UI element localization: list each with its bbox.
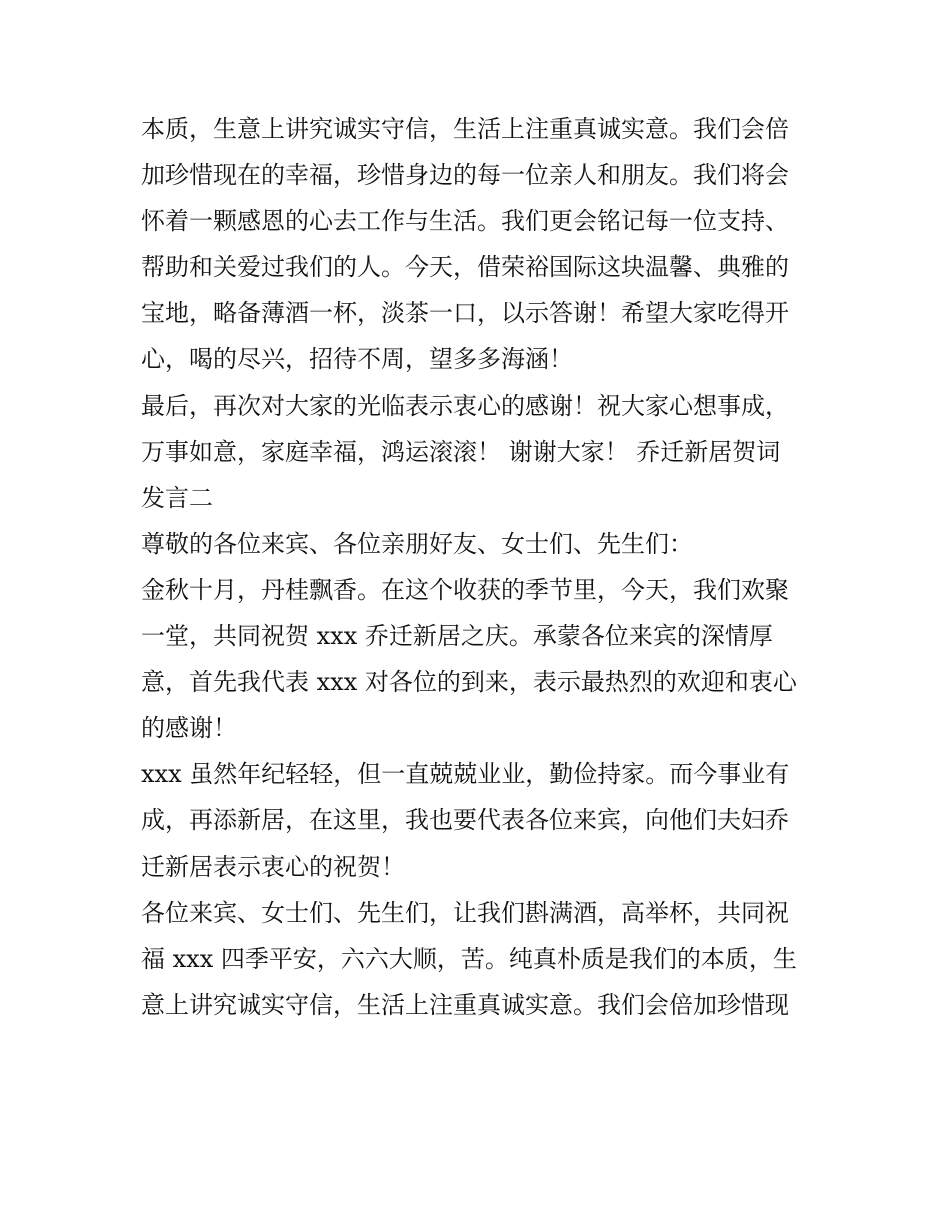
document-body <box>141 106 821 1028</box>
text-line-6: 心，喝的尽兴，招待不周，望多多海涵！ <box>141 345 573 374</box>
text-line-11: 金秋十月，丹桂飘香。在这个收获的季节里，今天，我们欢聚 <box>141 575 789 604</box>
text-line-10: 尊敬的各位来宾、各位亲朋好友、女士们、先生们： <box>141 529 693 558</box>
text-line-9: 发言二 <box>141 483 213 512</box>
text-line-2: 加珍惜现在的幸福，珍惜身边的每一位亲人和朋友。我们将会 <box>141 161 789 190</box>
text-line-15: xxx 虽然年纪轻轻，但一直兢兢业业，勤俭持家。而今事业有 <box>141 760 790 789</box>
text-line-14: 的感谢！ <box>141 714 237 743</box>
text-line-20: 意上讲究诚实守信，生活上注重真诚实意。我们会倍加珍惜现 <box>141 990 789 1019</box>
text-line-13: 意，首先我代表 xxx 对各位的到来，表示最热烈的欢迎和衷心 <box>141 668 797 697</box>
text-line-1: 本质，生意上讲究诚实守信，生活上注重真诚实意。我们会倍 <box>141 115 789 143</box>
text-line-3: 怀着一颗感恩的心去工作与生活。我们更会铭记每一位支持、 <box>141 207 789 236</box>
text-line-18: 各位来宾、女士们、先生们，让我们斟满酒，高举杯，共同祝 <box>141 898 789 927</box>
text-line-17: 迁新居表示衷心的祝贺！ <box>141 852 405 881</box>
text-line-4: 帮助和关爱过我们的人。今天，借荣裕国际这块温馨、典雅的 <box>141 253 789 282</box>
text-line-19: 福 xxx 四季平安，六六大顺，苦。纯真朴质是我们的本质，生 <box>141 944 797 973</box>
text-line-12: 一堂，共同祝贺 xxx 乔迁新居之庆。承蒙各位来宾的深情厚 <box>141 622 773 651</box>
text-line-8: 万事如意，家庭幸福，鸿运滚滚！ 谢谢大家！ 乔迁新居贺词 <box>141 437 781 466</box>
text-line-7: 最后，再次对大家的光临表示衷心的感谢！祝大家心想事成， <box>141 391 789 420</box>
text-line-5: 宝地，略备薄酒一杯，淡茶一口，以示答谢！希望大家吃得开 <box>141 299 789 328</box>
text-line-16: 成，再添新居，在这里，我也要代表各位来宾，向他们夫妇乔 <box>141 806 789 835</box>
